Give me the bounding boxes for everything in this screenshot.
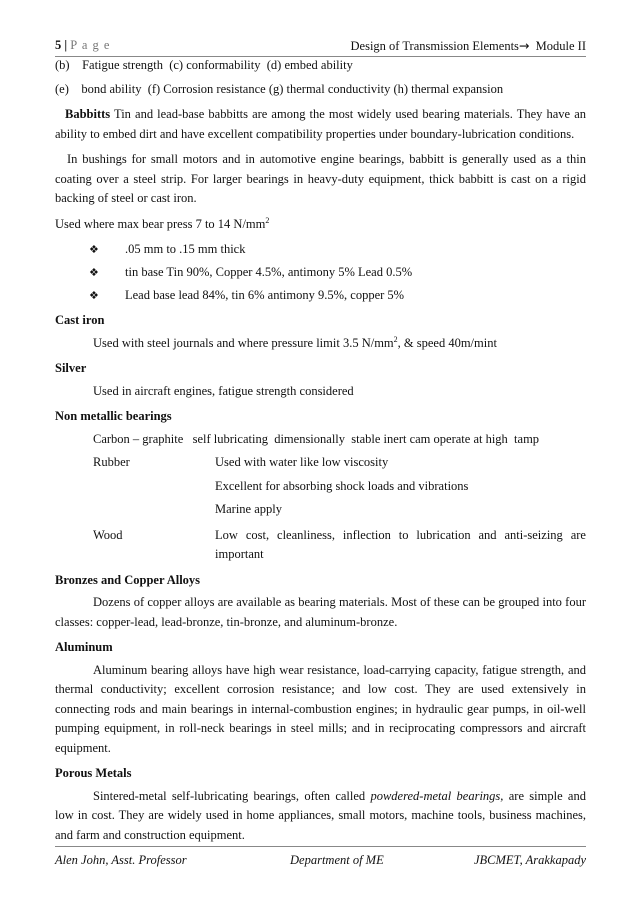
nonmetal-heading: Non metallic bearings	[55, 409, 172, 423]
page-body	[55, 56, 586, 845]
diamond-bullet-icon: ❖	[89, 265, 99, 279]
used-where-line	[55, 215, 586, 235]
bullet-text: tin base Tin 90%, Copper 4.5%, antimony 5% Lead 0.5%	[125, 264, 413, 279]
page-header	[55, 34, 586, 57]
porous-text-a: Sintered-metal self-lubricating bearings, often called	[93, 788, 371, 803]
footer-author: Alen John, Asst. Professor	[55, 853, 187, 867]
porous-heading: Porous Metals	[55, 766, 132, 780]
bronze-heading: Bronzes and Copper Alloys	[55, 572, 201, 587]
cast-iron-text-a: Used with steel journals and where pressure limit 3.5 N/mm	[93, 335, 394, 350]
rubber-line: Excellent for absorbing shock loads and vibrations	[215, 478, 469, 493]
babbitts-label: Babbitts	[65, 107, 111, 121]
table-row	[93, 526, 586, 565]
porous-text-b: are simple and low in cost. They are widely used in home appliances, small motors, machine tools, business machines, and farm and construction equipment.	[55, 788, 586, 842]
list-item	[89, 261, 586, 284]
rubber-line: Used with water like low viscosity	[215, 455, 389, 469]
cast-iron-heading: Cast iron	[55, 313, 105, 327]
nonmetal-table	[55, 430, 586, 565]
header-title	[351, 38, 587, 54]
porous-text-em: powdered-metal bearings,	[370, 788, 504, 803]
superscript: 2	[265, 215, 270, 225]
bullet-text: .05 mm to .15 mm thick	[125, 241, 246, 256]
footer-college: JBCMET, Arakkapady	[473, 853, 586, 867]
aluminum-text: Aluminum bearing alloys have high wear resistance, load-carrying capacity, fatigue strength, and thermal conductivity; excellent corrosion resistance; and low cost. They are used extensively in connecting rods and main bearings in internal-combustion engines; in hydraulic gear pumps, in oil-well pumping equipment, in roll-neck bearings in steel mills; and in reciprocating compressors and aircraft equipment.	[55, 662, 586, 755]
list-line-b: (b) Fatigue strength (c) conformability (d) embed ability	[55, 58, 353, 72]
list-item	[89, 238, 586, 261]
page-word: P a g e	[70, 38, 111, 52]
page-num: 5	[55, 38, 62, 52]
babbitts-paragraph	[55, 105, 586, 144]
module-label: Module II	[535, 39, 586, 53]
page-footer	[55, 846, 586, 867]
wood-label: Wood	[93, 527, 123, 542]
bullet-list	[55, 238, 586, 307]
aluminum-heading: Aluminum	[55, 640, 113, 654]
silver-text: Used in aircraft engines, fatigue strength considered	[93, 383, 354, 398]
rubber-label: Rubber	[93, 455, 130, 469]
arrow-icon: →	[518, 38, 530, 53]
diamond-bullet-icon: ❖	[89, 288, 99, 302]
bullet-text: Lead base lead 84%, tin 6% antimony 9.5%, copper 5%	[125, 287, 405, 302]
porous-text	[55, 787, 586, 846]
page-number: 5 | P a g e	[55, 38, 111, 52]
silver-heading: Silver	[55, 361, 87, 375]
list-item	[89, 284, 586, 307]
cast-iron-text	[55, 334, 586, 354]
cast-iron-text-b: , & speed 40m/mint	[397, 335, 497, 350]
superscript: 2	[393, 334, 398, 344]
table-row	[93, 453, 586, 520]
list-line-e: (e) bond ability (f) Corrosion resistance (g) thermal conductivity (h) thermal expansion	[55, 81, 504, 96]
used-where-text: Used where max bear press 7 to 14 N/mm	[55, 216, 266, 231]
wood-desc: Low cost, cleanliness, inflection to lubrication and anti-seizing are important	[215, 527, 586, 561]
header-title-text: Design of Transmission Elements	[350, 39, 519, 53]
carbon-line: Carbon – graphite self lubricating dimensionally stable inert cam operate at high tamp	[93, 431, 540, 446]
bronze-text: Dozens of copper alloys are available as bearing materials. Most of these can be grouped into four classes: copper-lead, lead-bronze, tin-bronze, and aluminum-bronze.	[55, 595, 586, 629]
rubber-desc	[215, 453, 586, 520]
rubber-line: Marine apply	[215, 502, 282, 516]
bushings-paragraph: In bushings for small motors and in automotive engine bearings, babbitt is generally used as a thin coating over a steel strip. For larger bearings in heavy-duty equipment, thick babbitt is cast on a rigid backing of steel or cast iron.	[55, 152, 586, 205]
diamond-bullet-icon: ❖	[89, 242, 99, 256]
footer-dept: Department of ME	[290, 853, 384, 867]
babbitts-text: Tin and lead-base babbitts are among the most widely used bearing materials. They have an ability to embed dirt and have excellent compatibility properties under boundary-lubrication conditions.	[55, 107, 586, 141]
